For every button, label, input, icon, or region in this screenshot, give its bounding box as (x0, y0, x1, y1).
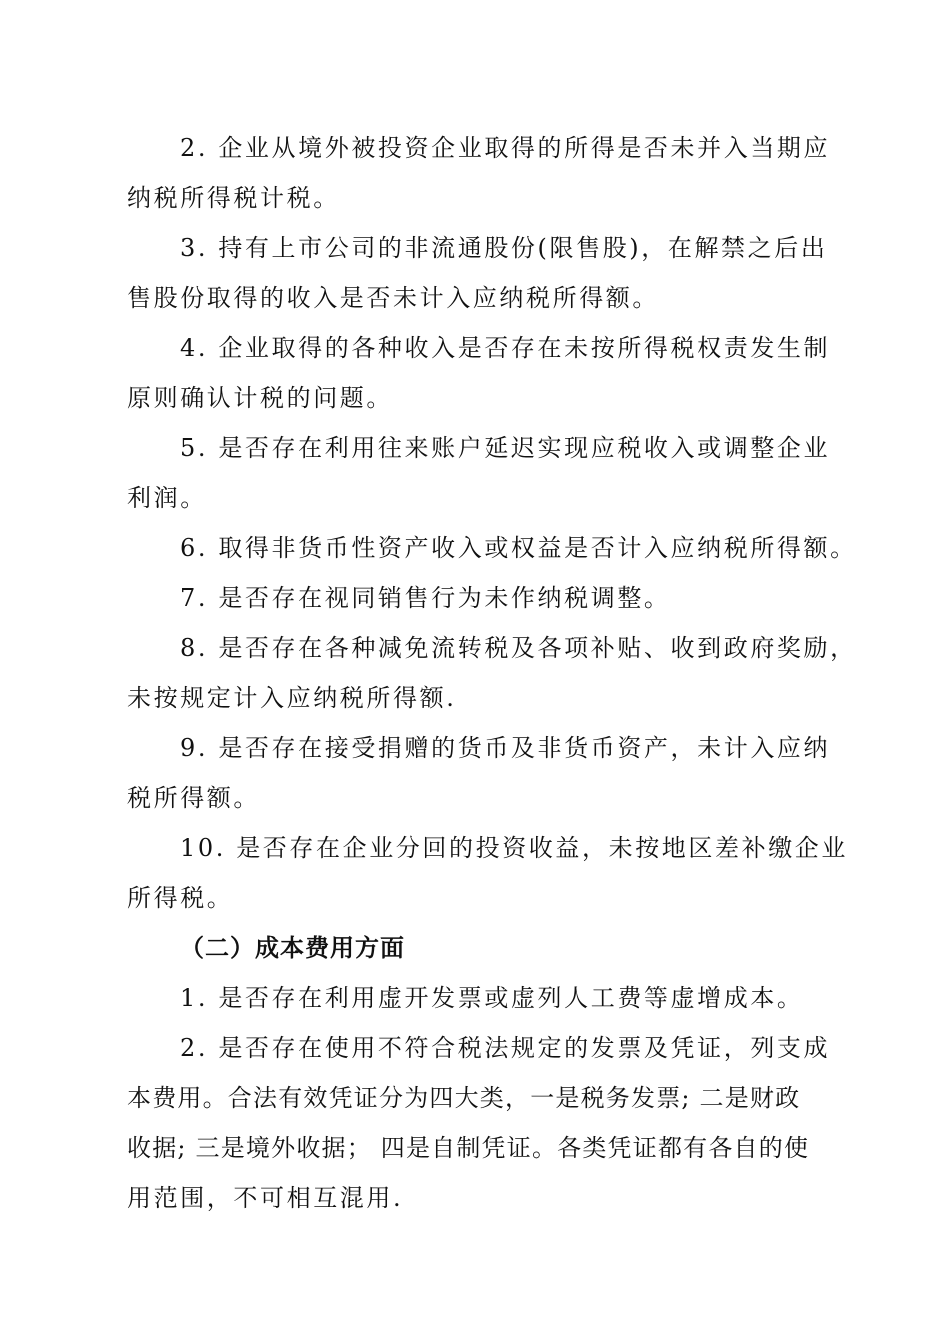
paragraph-line: 10. 是否存在企业分回的投资收益，未按地区差补缴企业 (180, 834, 848, 862)
paragraph-line: 未按规定计入应纳税所得额. (127, 684, 457, 712)
section-heading: （二）成本费用方面 (180, 933, 405, 962)
paragraph-line: 利润。 (127, 484, 207, 512)
paragraph-line: 5. 是否存在利用往来账户延迟实现应税收入或调整企业 (180, 434, 831, 462)
paragraph-line: 8. 是否存在各种减免流转税及各项补贴、收到政府奖励， (180, 634, 857, 662)
paragraph-line: 税所得额。 (127, 784, 260, 812)
paragraph-line: 用范围，不可相互混用. (127, 1184, 404, 1212)
paragraph-line: 3. 持有上市公司的非流通股份(限售股)，在解禁之后出 (180, 234, 828, 262)
paragraph-line: 所得税。 (127, 884, 234, 912)
paragraph-line: 7. 是否存在视同销售行为未作纳税调整。 (180, 584, 671, 612)
paragraph-line: 收据; 三是境外收据； 四是自制凭证。各类凭证都有各自的使 (127, 1134, 810, 1162)
paragraph-line: 1. 是否存在利用虚开发票或虚列人工费等虚增成本。 (180, 984, 804, 1012)
paragraph-line: 纳税所得税计税。 (127, 184, 340, 212)
paragraph-line: 本费用。合法有效凭证分为四大类，一是税务发票; 二是财政 (127, 1084, 801, 1112)
paragraph-line: 4. 企业取得的各种收入是否存在未按所得税权责发生制 (180, 334, 831, 362)
paragraph-line: 9. 是否存在接受捐赠的货币及非货币资产，未计入应纳 (180, 734, 831, 762)
paragraph-line: 售股份取得的收入是否未计入应纳税所得额。 (127, 284, 659, 312)
paragraph-line: 6. 取得非货币性资产收入或权益是否计入应纳税所得额。 (180, 534, 857, 562)
paragraph-line: 原则确认计税的问题。 (127, 384, 393, 412)
paragraph-line: 2. 企业从境外被投资企业取得的所得是否未并入当期应 (180, 134, 831, 162)
paragraph-line: 2. 是否存在使用不符合税法规定的发票及凭证，列支成 (180, 1034, 831, 1062)
